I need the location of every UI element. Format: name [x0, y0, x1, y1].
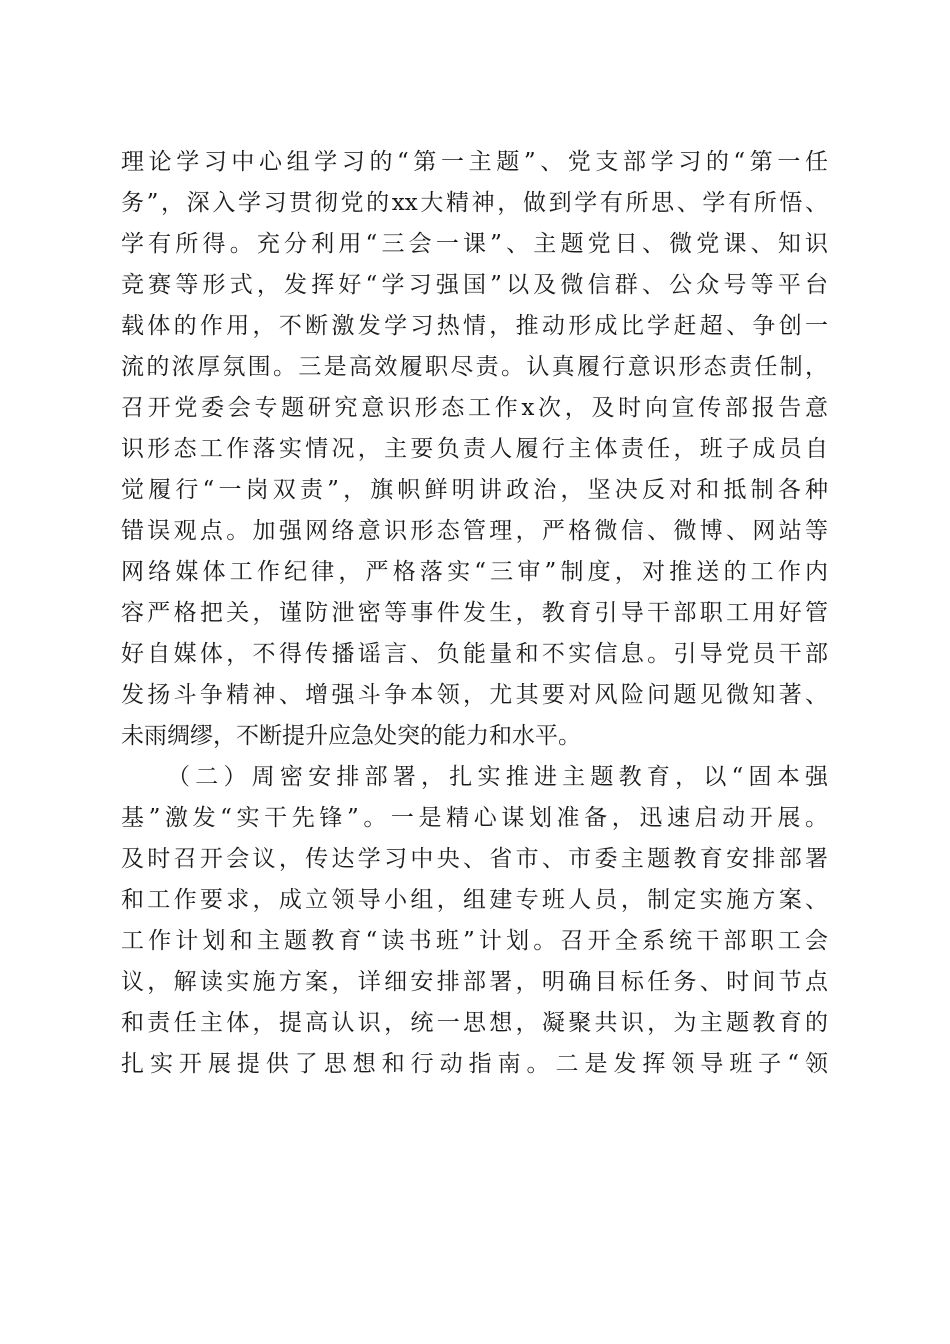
text-line: 好自媒体，不得传播谣言、负能量和不实信息。引导党员干部 — [121, 641, 828, 667]
text-line-paragraph-end: 未雨绸缪，不断提升应急处突的能力和水平。 — [121, 723, 581, 749]
text-line: 载体的作用，不断激发学习热情，推动形成比学赶超、争创一 — [121, 313, 828, 339]
text-line: 容严格把关，谨防泄密等事件发生，教育引导干部职工用好管 — [121, 600, 828, 626]
text-line: 识形态工作落实情况，主要负责人履行主体责任，班子成员自 — [121, 436, 828, 462]
text-line: 基”激发“实干先锋”。一是精心谋划准备，迅速启动开展。 — [121, 805, 828, 831]
text-line: 和责任主体，提高认识，统一思想，凝聚共识，为主题教育的 — [121, 1010, 828, 1036]
document-body — [121, 142, 828, 1085]
section-heading-line: （二）周密安排部署，扎实推进主题教育，以“固本强 — [167, 764, 828, 790]
text-line: 和工作要求，成立领导小组，组建专班人员，制定实施方案、 — [121, 887, 828, 913]
text-line: 网络媒体工作纪律，严格落实“三审”制度，对推送的工作内 — [121, 559, 828, 585]
text-line: 错误观点。加强网络意识形态管理，严格微信、微博、网站等 — [121, 518, 828, 544]
text-line: 务”，深入学习贯彻党的xx大精神，做到学有所思、学有所悟、 — [121, 190, 828, 216]
text-line: 及时召开会议，传达学习中央、省市、市委主题教育安排部署 — [121, 846, 828, 872]
text-line: 学有所得。充分利用“三会一课”、主题党日、微党课、知识 — [121, 231, 828, 257]
text-line: 工作计划和主题教育“读书班”计划。召开全系统干部职工会 — [121, 928, 828, 954]
text-line: 觉履行“一岗双责”，旗帜鲜明讲政治，坚决反对和抵制各种 — [121, 477, 828, 503]
text-line: 扎实开展提供了思想和行动指南。二是发挥领导班子“领 — [121, 1051, 828, 1077]
text-line: 流的浓厚氛围。三是高效履职尽责。认真履行意识形态责任制， — [121, 354, 828, 380]
text-line: 发扬斗争精神、增强斗争本领，尤其要对风险问题见微知著、 — [121, 682, 828, 708]
text-line: 议，解读实施方案，详细安排部署，明确目标任务、时间节点 — [121, 969, 828, 995]
text-line: 理论学习中心组学习的“第一主题”、党支部学习的“第一任 — [121, 149, 828, 175]
text-line: 召开党委会专题研究意识形态工作x次，及时向宣传部报告意 — [121, 395, 828, 421]
text-line: 竞赛等形式，发挥好“学习强国”以及微信群、公众号等平台 — [121, 272, 828, 298]
